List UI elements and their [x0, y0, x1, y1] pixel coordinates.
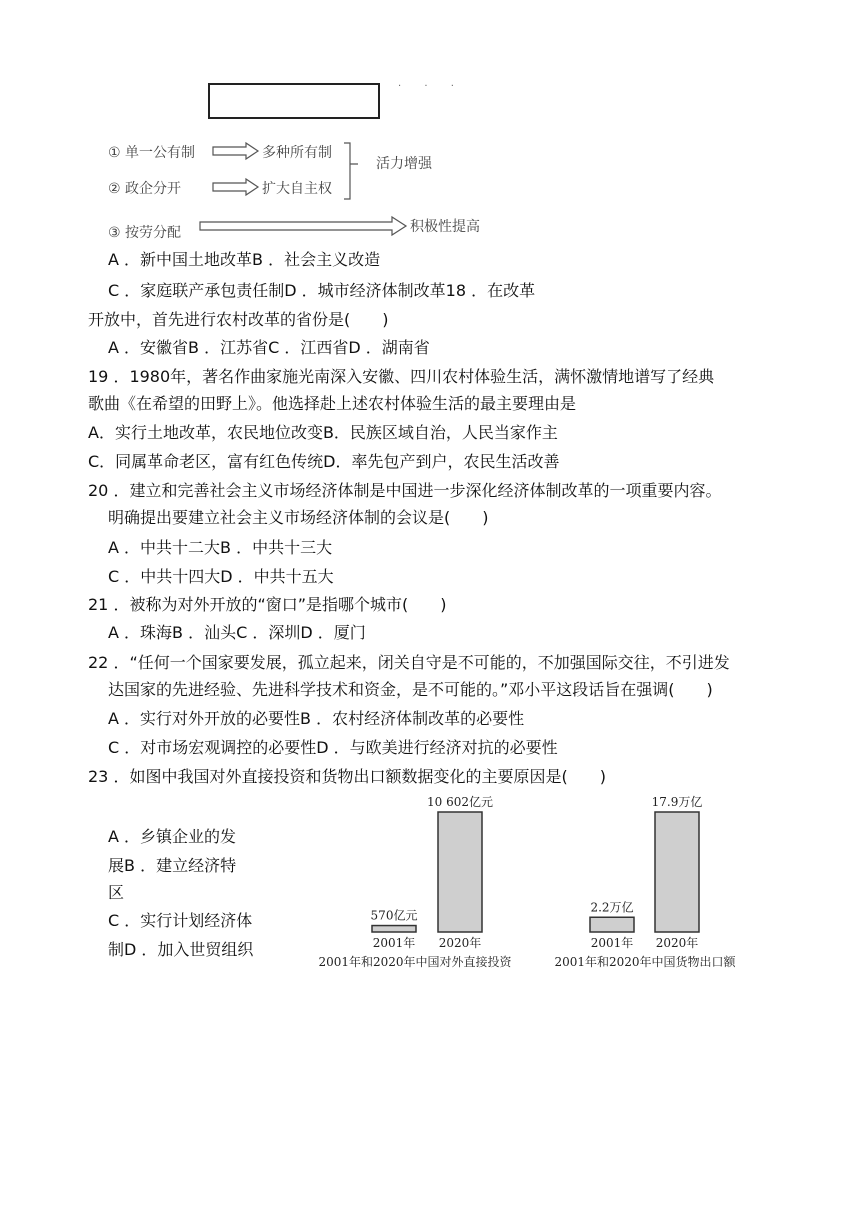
- q18-stem: 开放中，首先进行农村改革的省份是( ): [88, 310, 389, 329]
- diagram-result-top: 活力增强: [376, 156, 432, 172]
- q19-options-2: C．同属革命老区，富有红色传统D．率先包产到户，农民生活改善: [88, 452, 560, 471]
- bar-1-0: [590, 917, 634, 932]
- diagram-item-2-to: 扩大自主权: [262, 181, 332, 197]
- q18-options: A ．安徽省B ．江苏省C ．江西省D ．湖南省: [108, 338, 430, 357]
- bar-value-label-0-1: 10 602亿元: [427, 795, 493, 809]
- hollow-arrow-icon: [213, 179, 258, 195]
- q22-stem-1: 22 ．“任何一个国家要发展，孤立起来，闭关自守是不可能的，不加强国际交往，不引进发: [88, 653, 730, 672]
- q19-options-1: A．实行土地改革，农民地位改变B．民族区域自治，人民当家作主: [88, 423, 558, 442]
- diagram-result-bottom: 积极性提高: [410, 219, 480, 235]
- q23-stem: 23 ．如图中我国对外直接投资和货物出口额数据变化的主要原因是( ): [88, 767, 606, 786]
- bar-value-label-0-0: 570亿元: [370, 908, 418, 923]
- bar-value-label-1-0: 2.2万亿: [590, 900, 634, 915]
- q23-option-line-5: 制D ．加入世贸组织: [108, 940, 254, 959]
- q17-options-2: C ．家庭联产承包责任制D ．城市经济体制改革18 ．在改革: [108, 281, 536, 300]
- q19-stem-2: 歌曲《在希望的田野上》。他选择赴上述农村体验生活的最主要理由是: [88, 394, 577, 413]
- faint-dots: . . .: [398, 78, 464, 89]
- chart-exports: [554, 795, 736, 969]
- diagram-item-2: ② 政企分开: [108, 181, 182, 197]
- chart-title-1: 2001年和2020年中国货物出口额: [554, 955, 736, 969]
- q20-stem-1: 20 ．建立和完善社会主义市场经济体制是中国进一步深化经济体制改革的一项重要内容。: [88, 481, 722, 500]
- bar-0-0: [372, 926, 416, 932]
- q21-options: A ．珠海B ．汕头C ．深圳D ．厦门: [108, 623, 366, 642]
- q20-options-1: A ．中共十二大B ．中共十三大: [108, 538, 333, 557]
- q21-stem: 21 ．被称为对外开放的“窗口”是指哪个城市( ): [88, 595, 447, 614]
- category-label-0-1: 2020年: [438, 936, 482, 950]
- q23-option-line-1: A ．乡镇企业的发: [108, 827, 237, 846]
- q20-stem-2: 明确提出要建立社会主义市场经济体制的会议是( ): [108, 508, 489, 527]
- q22-options-1: A ．实行对外开放的必要性B ．农村经济体制改革的必要性: [108, 709, 525, 728]
- q20-options-2: C ．中共十四大D ．中共十五大: [108, 567, 334, 586]
- q22-options-2: C ．对市场宏观调控的必要性D ．与欧美进行经济对抗的必要性: [108, 738, 558, 757]
- diagram-item-1: ① 单一公有制: [108, 145, 196, 161]
- bar-value-label-1-1: 17.9万亿: [651, 795, 703, 809]
- bar-0-1: [438, 812, 482, 932]
- q17-options-1: A ．新中国土地改革B ．社会主义改造: [108, 250, 381, 269]
- diagram-arrows: [0, 0, 860, 260]
- q22-stem-2: 达国家的先进经验、先进科学技术和资金，是不可能的。”邓小平这段话旨在强调( ): [108, 680, 713, 699]
- bar-1-1: [655, 812, 699, 932]
- category-label-0-0: 2001年: [372, 936, 416, 950]
- diagram-item-1-to: 多种所有制: [262, 145, 332, 161]
- category-label-1-0: 2001年: [590, 936, 634, 950]
- chart-fdi: [318, 795, 512, 969]
- chart-title-0: 2001年和2020年中国对外直接投资: [318, 955, 512, 969]
- q23-charts: [300, 790, 780, 980]
- q23-option-line-3: 区: [108, 883, 125, 902]
- category-label-1-1: 2020年: [655, 936, 699, 950]
- diagram-item-3: ③ 按劳分配: [108, 225, 182, 241]
- hollow-arrow-icon: [200, 217, 406, 235]
- hollow-arrow-icon: [213, 143, 258, 159]
- q23-option-line-2: 展B ．建立经济特: [108, 856, 237, 875]
- q19-stem-1: 19 ．1980年，著名作曲家施光南深入安徽、四川农村体验生活，满怀激情地谱写了经典: [88, 367, 715, 386]
- bracket-icon: [344, 143, 358, 199]
- q23-option-line-4: C ．实行计划经济体: [108, 911, 253, 930]
